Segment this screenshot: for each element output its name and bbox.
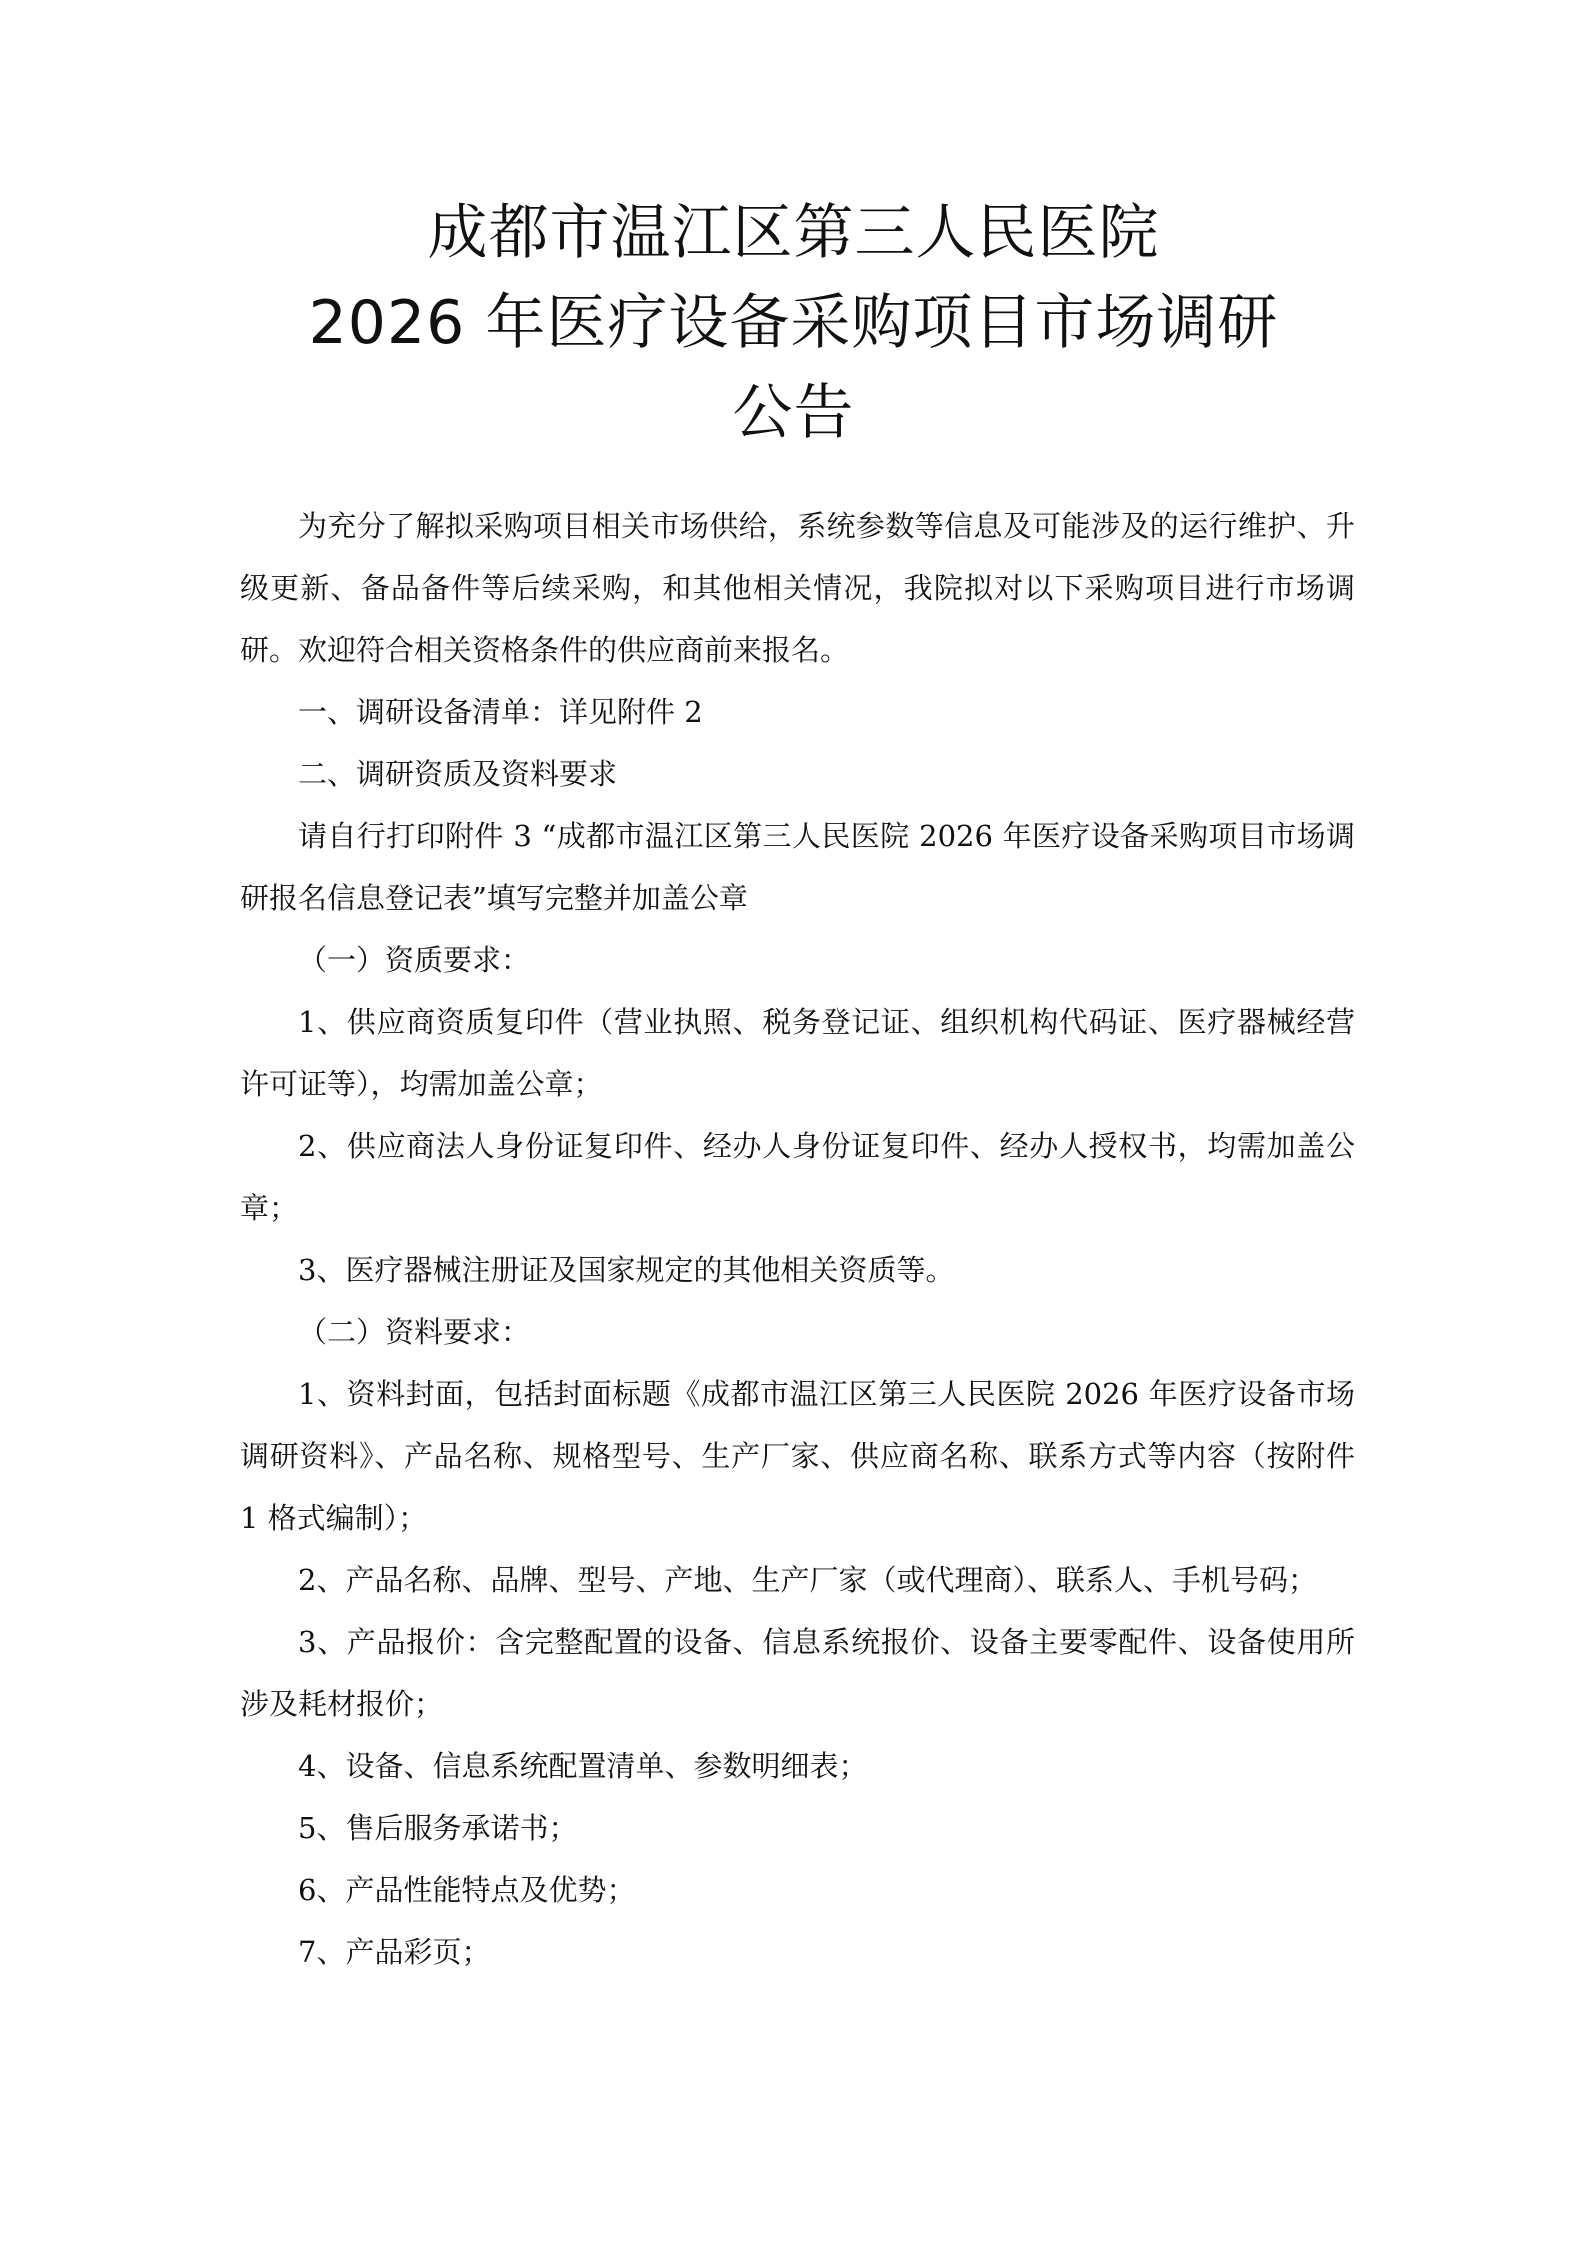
materials-item-2: 2、产品名称、品牌、型号、产地、生产厂家（或代理商）、联系人、手机号码； [298,1563,1317,1597]
print-instruction-paragraph: 请自行打印附件 3 “成都市温江区第三人民医院 2026 年医疗设备采购项目市场调研报名信息登记表”填写完整并加盖公章 [240,819,1355,915]
document-body [240,495,1355,1983]
section-2-heading: 二、调研资质及资料要求 [298,757,618,791]
qualification-item-2: 2、供应商法人身份证复印件、经办人身份证复印件、经办人授权书，均需加盖公章； [240,1129,1355,1225]
document-title [200,188,1387,458]
qualification-heading: （一）资质要求： [298,943,531,977]
materials-heading: （二）资料要求： [298,1315,531,1349]
materials-item-7: 7、产品彩页； [298,1935,491,1969]
qualification-item-1: 1、供应商资质复印件（营业执照、税务登记证、组织机构代码证、医疗器械经营许可证等），均需加盖公章； [240,1005,1355,1101]
title-line-1: 成都市温江区第三人民医院 [427,198,1160,268]
materials-item-5: 5、售后服务承诺书； [298,1811,578,1845]
qualification-item-3: 3、医疗器械注册证及国家规定的其他相关资质等。 [298,1253,955,1287]
materials-item-3: 3、产品报价：含完整配置的设备、信息系统报价、设备主要零配件、设备使用所涉及耗材报价； [240,1625,1355,1721]
materials-item-6: 6、产品性能特点及优势； [298,1873,636,1907]
title-line-3: 公告 [732,378,855,448]
section-1-heading: 一、调研设备清单：详见附件 2 [298,695,703,729]
materials-item-4: 4、设备、信息系统配置清单、参数明细表； [298,1749,868,1783]
materials-item-1: 1、资料封面，包括封面标题《成都市温江区第三人民医院 2026 年医疗设备市场调研资料》、产品名称、规格型号、生产厂家、供应商名称、联系方式等内容（按附件 1 格式编制）； [240,1377,1355,1535]
intro-paragraph: 为充分了解拟采购项目相关市场供给，系统参数等信息及可能涉及的运行维护、升级更新、备品备件等后续采购，和其他相关情况，我院拟对以下采购项目进行市场调研。欢迎符合相关资格条件的供应商前来报名。 [240,509,1355,667]
title-line-2: 2026 年医疗设备采购项目市场调研 [308,288,1279,358]
